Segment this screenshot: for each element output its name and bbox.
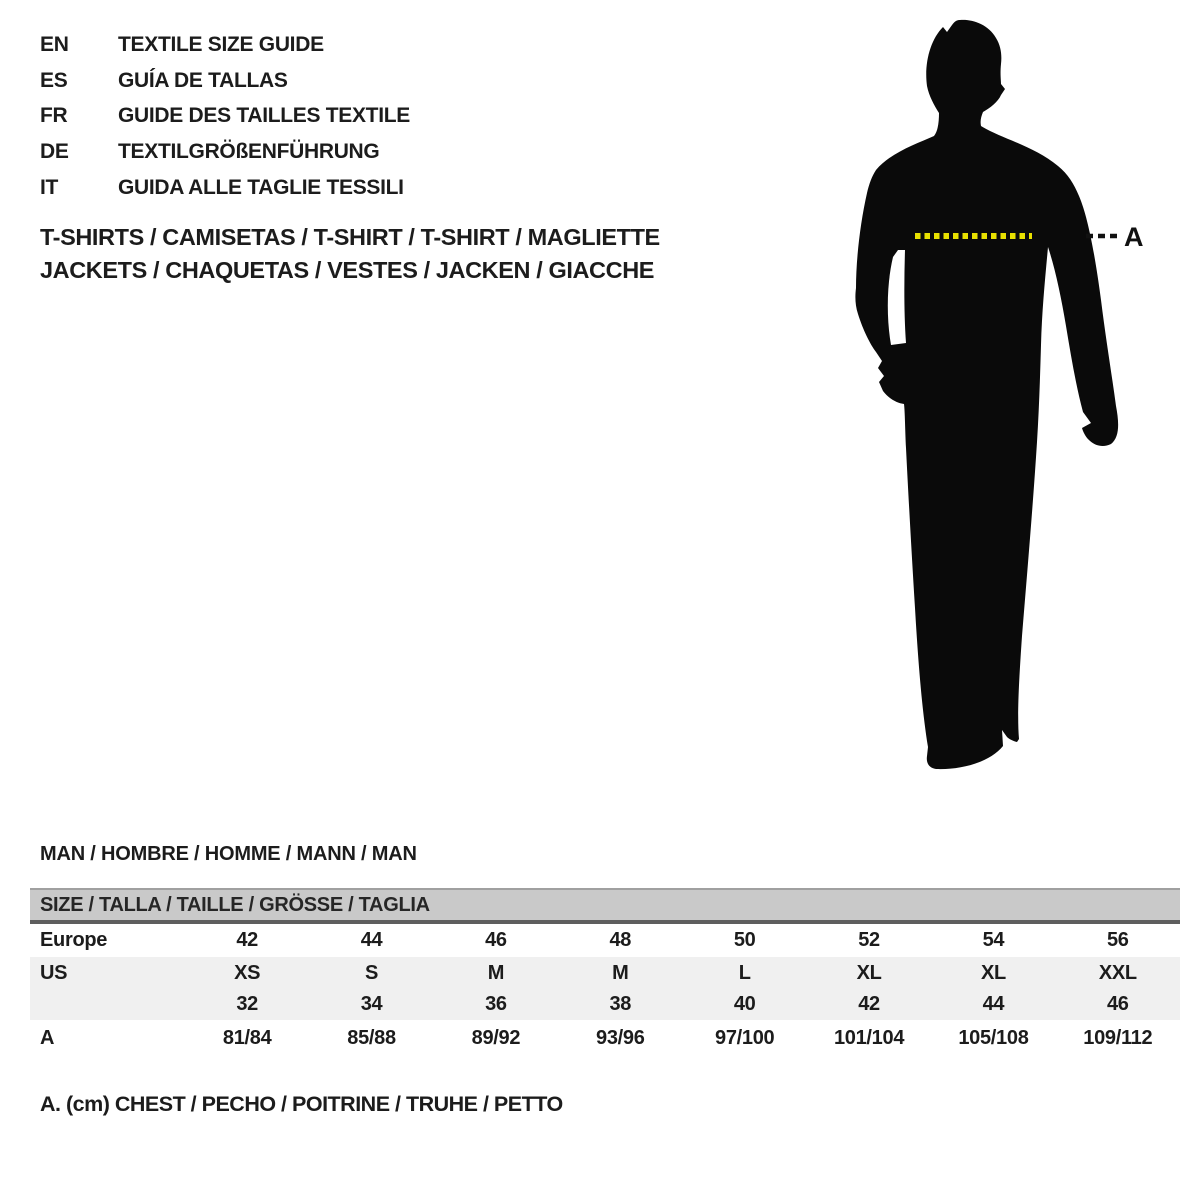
size-table: [30, 888, 1180, 1056]
size-cell: 46: [1106, 993, 1129, 1015]
size-cell: 56: [1106, 929, 1129, 951]
size-cell: 101/104: [833, 1026, 905, 1049]
language-label: TEXTILE SIZE GUIDE: [118, 32, 324, 56]
size-cell: XS: [234, 961, 261, 984]
category-line-jackets: JACKETS / CHAQUETAS / VESTES / JACKEN / GIACCHE: [40, 256, 655, 283]
language-label: GUÍA DE TALLAS: [118, 68, 288, 92]
row-label: Europe: [40, 929, 108, 951]
table-row-us: [30, 957, 1180, 989]
size-cell: 42: [236, 929, 259, 951]
size-cell: 44: [982, 993, 1005, 1015]
size-cell: 85/88: [347, 1026, 396, 1049]
size-table-header-text: SIZE / TALLA / TAILLE / GRÖSSE / TAGLIA: [40, 893, 430, 916]
size-cell: 38: [609, 993, 632, 1015]
size-cell: 89/92: [471, 1026, 521, 1049]
size-cell: XL: [856, 961, 882, 984]
man-silhouette: [855, 20, 1118, 769]
size-cell: 105/108: [958, 1026, 1029, 1049]
size-cell: 54: [982, 929, 1005, 951]
size-cell: 46: [485, 929, 507, 951]
size-cell: 42: [858, 993, 880, 1015]
language-list: [40, 27, 560, 205]
language-label: GUIDE DES TAILLES TEXTILE: [118, 104, 410, 128]
language-row-it: [40, 170, 560, 206]
category-line-tshirts: T-SHIRTS / CAMISETAS / T-SHIRT / T-SHIRT / MAGLIETTE: [40, 224, 660, 250]
size-cell: 109/112: [1083, 1026, 1153, 1049]
size-cell: 93/96: [596, 1026, 645, 1049]
size-cell: 52: [858, 929, 880, 951]
size-cell: 44: [360, 929, 383, 951]
measure-label-a: A: [1124, 222, 1144, 252]
language-row-es: [40, 63, 560, 99]
size-cell: L: [738, 961, 751, 984]
size-cell: XL: [980, 961, 1006, 984]
size-cell: 34: [360, 993, 383, 1015]
size-cell: 81/84: [222, 1026, 272, 1049]
row-label: A: [40, 1026, 55, 1049]
language-label: GUIDA ALLE TAGLIE TESSILI: [118, 175, 404, 199]
size-cell: 97/100: [715, 1026, 775, 1049]
language-code: FR: [40, 104, 68, 128]
language-row-fr: [40, 98, 560, 134]
size-table-header-bar: [30, 888, 1180, 924]
row-label: US: [40, 961, 68, 984]
language-row-de: [40, 134, 560, 170]
size-cell: 40: [733, 993, 756, 1015]
size-cell: 36: [485, 993, 507, 1015]
size-cell: M: [612, 961, 629, 984]
size-cell: S: [365, 961, 379, 984]
gender-heading: MAN / HOMBRE / HOMME / MANN / MAN: [40, 843, 417, 865]
man-silhouette-figure: [820, 0, 1200, 800]
language-code: IT: [40, 175, 59, 199]
language-row-en: [40, 27, 560, 63]
language-code: ES: [40, 68, 68, 92]
man-silhouette-svg: [820, 0, 1200, 800]
measurement-footnote: A. (cm) CHEST / PECHO / POITRINE / TRUHE / PETTO: [40, 1092, 563, 1116]
size-cell: 50: [733, 929, 756, 951]
language-code: EN: [40, 32, 69, 56]
size-cell: XXL: [1098, 961, 1137, 984]
table-row-numeric: [30, 989, 1180, 1020]
table-row-chest-a: [30, 1020, 1180, 1056]
language-label: TEXTILGRÖßENFÜHRUNG: [118, 139, 380, 163]
language-code: DE: [40, 139, 69, 163]
size-cell: M: [487, 961, 505, 984]
product-categories: [40, 221, 800, 286]
size-cell: 48: [609, 929, 632, 951]
size-cell: 32: [236, 993, 259, 1015]
table-row-europe: [30, 924, 1180, 957]
